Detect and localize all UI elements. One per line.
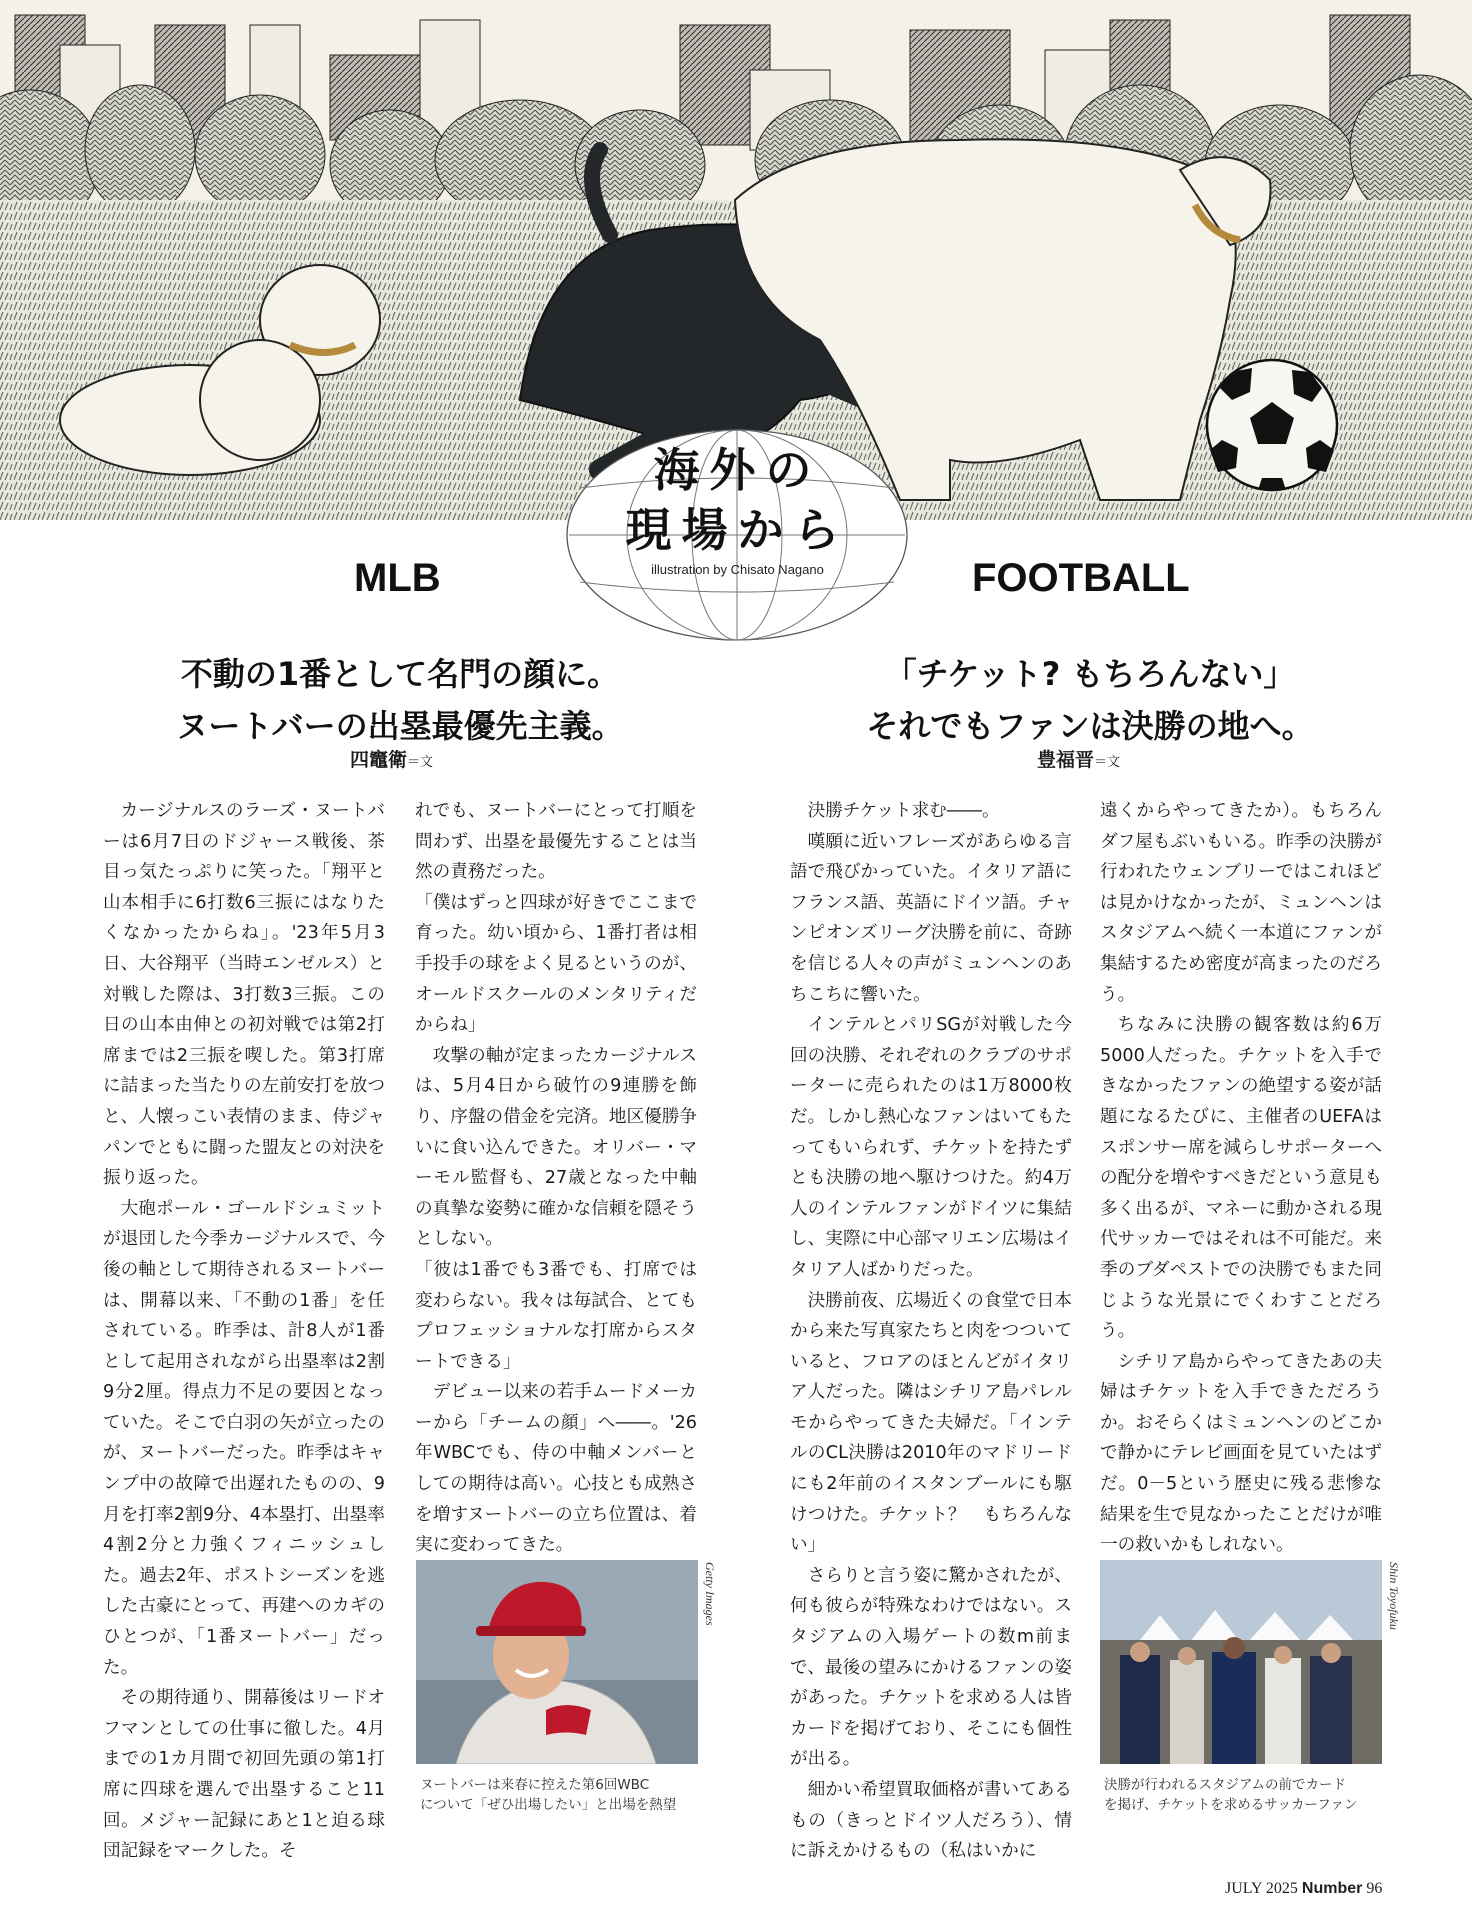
fans-photo — [1100, 1560, 1382, 1764]
section-label-football: FOOTBALL — [972, 556, 1190, 600]
mlb-headline-line2: ヌートバーの出塁最優先主義。 — [176, 707, 624, 745]
mlb-photo-caption — [420, 1775, 710, 1815]
page-folio — [1225, 1880, 1382, 1898]
football-photo-credit: Shin Toyofuku — [1387, 1562, 1401, 1630]
paragraph: 大砲ポール・ゴールドシュミットが退団した今季カージナルスで、今後の軸として期待されるヌートバーは、開幕以来、「不動の1番」を任されている。昨季は、計8人が1番として起用されながら出塁率は2割9分2厘。得点力不足の要因となっていた。そこで白羽の矢が立ったのが、ヌートバーだった。昨季はキャンプ中の故障で出遅れたものの、9月を打率2割9分、4本塁打、出塁率4割2分と力強くフィニッシュした。過去2年、ポストシーズンを逃した古豪にとって、再建へのカギのひとつが、「1番ヌートバー」だった。 — [103, 1198, 385, 1678]
column-title-line1: 海外の — [653, 443, 822, 497]
folio-magazine: Number — [1301, 1880, 1363, 1897]
fans-photo-image — [1100, 1560, 1382, 1764]
soccer-ball — [1207, 360, 1337, 490]
football-headline — [780, 648, 1400, 752]
mlb-headline — [100, 648, 700, 752]
mlb-photo-credit: Getty Images — [703, 1562, 717, 1626]
paragraph: シチリア島からやってきたあの夫婦はチケットを入手できただろうか。おそらくはミュンヘンのどこかで静かにテレビ画面を見ていたはずだ。0－5という歴史に残る悲惨な結果を生で見なかったことだけが唯一の救いかもしれない。 — [1100, 1351, 1382, 1556]
illustration-credit: illustration by Chisato Nagano — [651, 562, 824, 577]
quote-paragraph: 「彼は1番でも3番でも、打席では変わらない。我々は毎試合、とてもプロフェッショナルな打席からスタートできる」 — [415, 1259, 697, 1372]
football-column-2 — [1100, 796, 1382, 1561]
nootbaar-photo — [416, 1560, 698, 1764]
mlb-caption-line2: について「ぜひ出場したい」と出場を熱望 — [420, 1797, 677, 1813]
paragraph: 決勝チケット求む――。 — [807, 801, 1000, 821]
paragraph: 細かい希望買取価格が書いてあるもの（きっとドイツ人だろう）、情に訴えかけるもの（私はいかに — [790, 1780, 1072, 1862]
paragraph: その期待通り、開幕後はリードオフマンとしての仕事に徹した。4月までの1カ月間で初回先頭の第1打席に四球を選んで出塁すること11回。メジャー記録にあと1と迫る球団記録をマークした。そ — [103, 1688, 385, 1862]
football-caption-line2: を掲げ、チケットを求めるサッカーファン — [1104, 1797, 1358, 1813]
column-title-line2: 現場から — [625, 503, 850, 557]
football-photo-caption — [1104, 1775, 1394, 1815]
nootbaar-photo-image — [416, 1560, 698, 1764]
football-column-1 — [790, 796, 1072, 1867]
column-title — [565, 440, 910, 560]
section-label-mlb: MLB — [354, 556, 441, 600]
paragraph: インテルとパリSGが対戦した今回の決勝、それぞれのクラブのサポーターに売られたのは1万8000枚だ。しかし熱心なファンはいてもたってもいられず、チケットを持たずとも決勝の地へ駆けつけた。約4万人のインテルファンがドイツに集結し、実際に中心部マリエン広場はイタリア人ばかりだった。 — [790, 1015, 1072, 1280]
football-author-tag: ＝文 — [1094, 755, 1121, 770]
paragraph: 嘆願に近いフレーズがあらゆる言語で飛びかっていた。イタリア語にフランス語、英語にドイツ語。チャンピオンズリーグ決勝を前に、奇跡を信じる人々の声がミュンヘンのあちこちに響いた。 — [790, 831, 1072, 1005]
paragraph: ちなみに決勝の観客数は約6万5000人だった。チケットを入手できなかったファンの絶望する姿が話題になるたびに、主催者のUEFAはスポンサー席を減らしサポーターへの配分を増やすべきだという意見も多く出るが、マネーに動かされる現代サッカーではそれは不可能だ。来季のブダペストでの決勝でもまた同じような光景にでくわすことだろう。 — [1100, 1015, 1382, 1342]
mlb-column-2 — [415, 796, 697, 1561]
paragraph: カージナルスのラーズ・ヌートバーは6月7日のドジャース戦後、茶目っ気たっぷりに笑った。「翔平と山本相手に6打数6三振にはなりたくなかったからね」。'23年5月3日、大谷翔平（当時エンゼルス）と対戦した際は、3打数3三振。この日の山本由伸との初対戦では第2打席までは2三振を喫した。第3打席に詰まった当たりの左前安打を放つと、人懐っこい表情のまま、侍ジャパンでともに闘った盟友との対決を振り返った。 — [103, 801, 385, 1189]
mlb-author: 四竈衛 — [350, 749, 408, 771]
mlb-caption-line1: ヌートバーは来春に控えた第6回WBC — [420, 1777, 650, 1793]
paragraph: デビュー以来の若手ムードメーカーから「チームの顔」へ――。'26年WBCでも、侍の中軸メンバーとしての期待は高い。心技とも成熟さを増すヌートバーの立ち位置は、着実に変わってきた。 — [415, 1382, 697, 1556]
mlb-headline-line1: 不動の1番として名門の顔に。 — [180, 655, 620, 693]
paragraph: 攻撃の軸が定まったカージナルスは、5月4日から破竹の9連勝を飾り、序盤の借金を完済。地区優勝争いに食い込んできた。オリバー・マーモル監督も、27歳となった中軸の真摯な姿勢に確かな信頼を隠そうとしない。 — [415, 1045, 697, 1250]
football-headline-line1: 「チケット? もちろんない」 — [884, 655, 1296, 693]
quote-paragraph: 「僕はずっと四球が好きでここまで育った。幼い頃から、1番打者は相手投手の球をよく見るというのが、オールドスクールのメンタリティだからね」 — [415, 892, 697, 1036]
football-caption-line1: 決勝が行われるスタジアムの前でカード — [1104, 1777, 1347, 1793]
paragraph: 遠くからやってきたか）。もちろんダフ屋もぶいもいる。昨季の決勝が行われたウェンブリーではこれほどは見かけなかったが、ミュンヘンはスタジアムへ続く一本道にファンが集結するため密度が高まったのだろう。 — [1100, 801, 1382, 1005]
mlb-author-tag: ＝文 — [407, 755, 434, 770]
football-author: 豊福晋 — [1037, 749, 1095, 771]
mlb-byline — [350, 745, 433, 772]
paragraph: さらりと言う姿に驚かされたが、何も彼らが特殊なわけではない。スタジアムの入場ゲートの数m前まで、最後の望みにかけるファンの姿があった。チケットを求める人は皆カードを掲げており、そこにも個性が出る。 — [790, 1565, 1072, 1770]
football-byline — [1037, 745, 1120, 772]
paragraph: 決勝前夜、広場近くの食堂で日本から来た写真家たちと肉をつついていると、フロアのほとんどがイタリア人だった。隣はシチリア島パレルモからやってきた夫婦だ。「インテルのCL決勝は2010年のマドリードにも2年前のイスタンブールにも駆けつけた。チケット？ もちろんない」 — [790, 1290, 1072, 1556]
mlb-column-1 — [103, 796, 385, 1867]
folio-page-number: 96 — [1366, 1880, 1383, 1897]
football-headline-line2: それでもファンは決勝の地へ。 — [866, 707, 1314, 745]
paragraph: れでも、ヌートバーにとって打順を問わず、出塁を最優先することは当然の責務だった。 — [415, 801, 697, 883]
folio-issue: JULY 2025 — [1225, 1880, 1298, 1897]
